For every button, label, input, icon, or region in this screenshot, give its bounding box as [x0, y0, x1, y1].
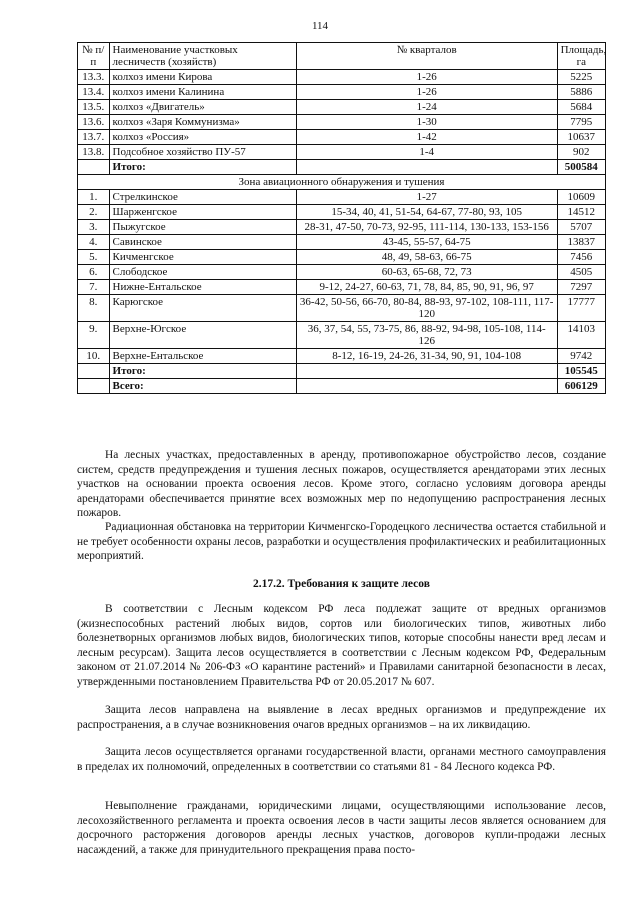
subtotal-row	[78, 160, 606, 175]
header-quarters: № кварталов	[296, 43, 557, 70]
row-number: 1.	[78, 190, 110, 205]
paragraph-forest-code: В соответствии с Лесным кодексом РФ леса подлежат защите от вредных организмов (жизнеспособных растений любых видов, сортов или биологических типов, животных либо болезнетворных организмов любых видов, биологических типов, которые способны нанести вред лесам и лесным ресурсам). Защита лесов осуществляется в соответствии с Лесным кодексом РФ, Федеральным законом от 21.07.2014 № 206-ФЗ «О карантине растений» и Правилами санитарной безопасности в лесах, утвержденными постановлением Правительства РФ от 20.05.2017 № 607.	[77, 603, 606, 688]
row-name: Верхне-Югское	[109, 322, 296, 349]
table-row	[78, 130, 606, 145]
grand-total-row	[78, 379, 606, 394]
row-number: 13.7.	[78, 130, 110, 145]
row-quarters: 1-4	[296, 145, 557, 160]
table-row	[78, 100, 606, 115]
row-area: 14103	[557, 322, 605, 349]
table-body-zone	[78, 190, 606, 364]
row-area: 10637	[557, 130, 605, 145]
row-number: 4.	[78, 235, 110, 250]
table-row	[78, 235, 606, 250]
zone-title: Зона авиационного обнаружения и тушения	[78, 175, 606, 190]
zone-total-row	[78, 364, 606, 379]
row-quarters: 1-26	[296, 70, 557, 85]
row-name: Верхне-Ентальское	[109, 349, 296, 364]
row-quarters: 48, 49, 58-63, 66-75	[296, 250, 557, 265]
row-name: колхоз имени Калинина	[109, 85, 296, 100]
table-row	[78, 85, 606, 100]
page-number: 114	[311, 20, 329, 32]
row-quarters: 1-26	[296, 85, 557, 100]
row-number: 6.	[78, 265, 110, 280]
section-heading: 2.17.2. Требования к защите лесов	[253, 578, 430, 590]
row-number: 5.	[78, 250, 110, 265]
subtotal-value: 500584	[557, 160, 605, 175]
row-number: 2.	[78, 205, 110, 220]
row-name: колхоз «Заря Коммунизма»	[109, 115, 296, 130]
header-area: Площадь, га	[557, 43, 605, 70]
row-number: 13.8.	[78, 145, 110, 160]
row-quarters: 36, 37, 54, 55, 73-75, 86, 88-92, 94-98, 105-108, 114-126	[296, 322, 557, 349]
row-area: 5684	[557, 100, 605, 115]
row-area: 5707	[557, 220, 605, 235]
row-name: колхоз имени Кирова	[109, 70, 296, 85]
row-area: 10609	[557, 190, 605, 205]
row-name: Пыжугское	[109, 220, 296, 235]
row-quarters: 1-27	[296, 190, 557, 205]
table-row	[78, 295, 606, 322]
row-area: 13837	[557, 235, 605, 250]
row-quarters: 15-34, 40, 41, 51-54, 64-67, 77-80, 93, 105	[296, 205, 557, 220]
paragraph-fire-protection: На лесных участках, предоставленных в аренду, противопожарное обустройство лесов, создание систем, средств предупреждения и тушения лесных пожаров, осуществляется арендаторами этих лесных участков на основании проекта освоения лесов. Кроме этого, согласно условиям договора аренды арендаторами обеспечивается принятие всех возможных мер по недопущению распространения лесных пожаров.	[77, 449, 606, 519]
row-name: Подсобное хозяйство ПУ-57	[109, 145, 296, 160]
paragraph-violations: Невыполнение гражданами, юридическими лицами, осуществляющими использование лесов, лесохозяйственного регламента и проекта освоения лесов в части защиты лесов является основанием для досрочного расторжения договоров аренды лесных участков, договоров купли-продажи лесных насаждений, а также для принудительного прекращения права посто-	[77, 800, 606, 856]
table-row	[78, 145, 606, 160]
totals-section	[78, 364, 606, 394]
forestry-table	[77, 42, 606, 394]
zone-total-label: Итого:	[109, 364, 296, 379]
row-quarters: 1-24	[296, 100, 557, 115]
table-row	[78, 280, 606, 295]
table-row	[78, 70, 606, 85]
row-name: колхоз «Двигатель»	[109, 100, 296, 115]
grand-total-value: 606129	[557, 379, 605, 394]
zone-total-value: 105545	[557, 364, 605, 379]
row-number: 10.	[78, 349, 110, 364]
row-quarters: 1-42	[296, 130, 557, 145]
row-area: 7456	[557, 250, 605, 265]
row-quarters: 1-30	[296, 115, 557, 130]
row-area: 14512	[557, 205, 605, 220]
row-quarters: 9-12, 24-27, 60-63, 71, 78, 84, 85, 90, 91, 96, 97	[296, 280, 557, 295]
row-name: Стрелкинское	[109, 190, 296, 205]
row-number: 9.	[78, 322, 110, 349]
row-name: Шарженгское	[109, 205, 296, 220]
table-row	[78, 322, 606, 349]
row-area: 9742	[557, 349, 605, 364]
row-area: 902	[557, 145, 605, 160]
table-row	[78, 265, 606, 280]
row-area: 4505	[557, 265, 605, 280]
table-row	[78, 205, 606, 220]
row-number: 7.	[78, 280, 110, 295]
subtotal-section	[78, 160, 606, 190]
table-row	[78, 250, 606, 265]
row-quarters: 43-45, 55-57, 64-75	[296, 235, 557, 250]
grand-total-label: Всего:	[109, 379, 296, 394]
zone-title-row	[78, 175, 606, 190]
row-number: 13.5.	[78, 100, 110, 115]
row-quarters: 28-31, 47-50, 70-73, 92-95, 111-114, 130-133, 153-156	[296, 220, 557, 235]
table-row	[78, 349, 606, 364]
header-number: № п/п	[78, 43, 110, 70]
row-quarters: 60-63, 65-68, 72, 73	[296, 265, 557, 280]
row-number: 3.	[78, 220, 110, 235]
row-name: Нижне-Ентальское	[109, 280, 296, 295]
row-quarters: 8-12, 16-19, 24-26, 31-34, 90, 91, 104-108	[296, 349, 557, 364]
paragraph-protection-goal: Защита лесов направлена на выявление в лесах вредных организмов и предупреждение их распространения, а в случае возникновения очагов вредных организмов – на их ликвидацию.	[77, 704, 606, 731]
row-name: Карюгское	[109, 295, 296, 322]
table-row	[78, 220, 606, 235]
row-name: Кичменгское	[109, 250, 296, 265]
paragraph-radiation: Радиационная обстановка на территории Кичменгско-Городецкого лесничества остается стабильной и не требует особенности охраны лесов, разработки и осуществления профилактических и реабилитационных мероприятий.	[77, 521, 606, 562]
row-area: 7795	[557, 115, 605, 130]
row-area: 7297	[557, 280, 605, 295]
row-area: 5225	[557, 70, 605, 85]
row-number: 8.	[78, 295, 110, 322]
row-name: колхоз «Россия»	[109, 130, 296, 145]
header-name: Наименование участковых лесничеств (хозяйств)	[109, 43, 296, 70]
row-number: 13.6.	[78, 115, 110, 130]
table-row	[78, 190, 606, 205]
subtotal-label: Итого:	[109, 160, 296, 175]
row-area: 17777	[557, 295, 605, 322]
row-number: 13.3.	[78, 70, 110, 85]
row-number: 13.4.	[78, 85, 110, 100]
row-name: Слободское	[109, 265, 296, 280]
paragraph-authorities: Защита лесов осуществляется органами государственной власти, органами местного самоуправления в пределах их полномочий, определенных в соответствии со статьями 81 - 84 Лесного кодекса РФ.	[77, 746, 606, 773]
row-name: Савинское	[109, 235, 296, 250]
row-area: 5886	[557, 85, 605, 100]
row-quarters: 36-42, 50-56, 66-70, 80-84, 88-93, 97-102, 108-111, 117-120	[296, 295, 557, 322]
table-body-top	[78, 70, 606, 160]
table-row	[78, 115, 606, 130]
table-header-row	[78, 43, 606, 70]
